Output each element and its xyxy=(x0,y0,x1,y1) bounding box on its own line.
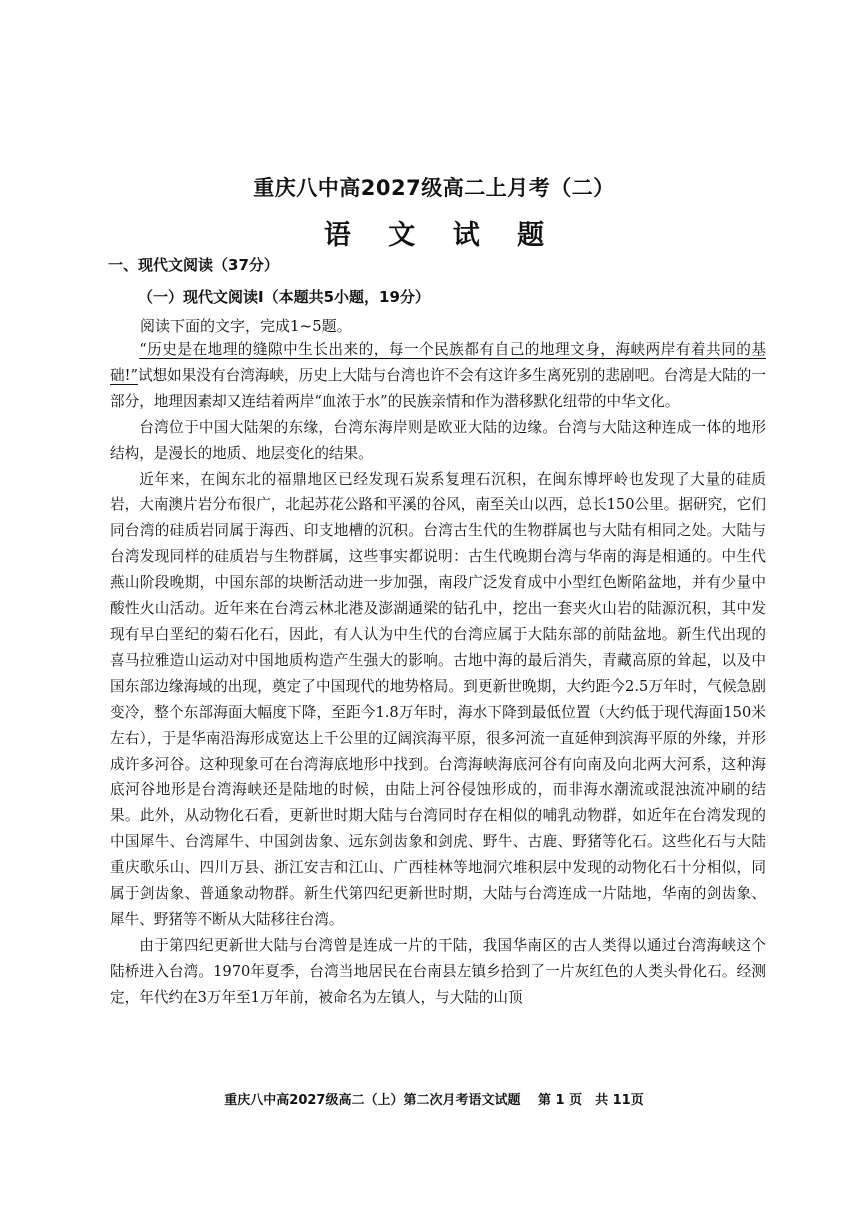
section-heading: 一、现代文阅读（37分） xyxy=(108,256,279,274)
paragraph-4: 由于第四纪更新世大陆与台湾曾是连成一片的干陆，我国华南区的古人类得以通过台湾海峡这个陆桥进入台湾。1970年夏季，台湾当地居民在台南县左镇乡拾到了一片灰红色的人类头骨化石。经测定，年代约在3万年至1万年前，被命名为左镇人，与大陆的山顶 xyxy=(110,936,766,1006)
page-footer: 重庆八中高2027级高二（上）第二次月考语文试题 第 1 页 共 11页 xyxy=(224,1093,644,1108)
sub-section-heading: （一）现代文阅读Ⅰ（本题共5小题，19分） xyxy=(138,288,430,306)
subject-title: 语 文 试 题 xyxy=(323,220,559,251)
reading-instruction: 阅读下面的文字，完成1~5题。 xyxy=(140,317,352,335)
paragraph-1-rest: 试想如果没有台湾海峡，历史上大陆与台湾也许不会有这许多生离死别的悲剧吧。台湾是大陆的一部分，地理因素却又连结着两岸“血浓于水”的民族亲情和作为潜移默化纽带的中华文化。 xyxy=(110,366,766,410)
underlined-quote: “历史是在地理的缝隙中生长出来的，每一个民族都有自己的地理文身，海峡两岸有着共同的基础!” xyxy=(110,341,766,384)
paragraph-2: 台湾位于中国大陆架的东缘，台湾东海岸则是欧亚大陆的边缘。台湾与大陆这种连成一体的地形结构，是漫长的地质、地层变化的结果。 xyxy=(110,418,766,462)
passage xyxy=(110,337,766,1011)
paragraph-3: 近年来，在闽东北的福鼎地区已经发现石炭系复理石沉积，在闽东博坪岭也发现了大量的硅质岩，大南澳片岩分布很广，北起苏花公路和平溪的谷风，南至关山以西，总长150公里。据研究，它们同台湾的硅质岩同属于海西、印支地槽的沉积。台湾古生代的生物群属也与大陆有相同之处。大陆与台湾发现同样的硅质岩与生物群属，这些事实都说明：古生代晚期台湾与华南的海是相通的。中生代燕山阶段晚期，中国东部的块断活动进一步加强，南段广泛发育成中小型红色断陷盆地，并有少量中酸性火山活动。近年来在台湾云林北港及澎湖通梁的钻孔中，挖出一套夹火山岩的陆源沉积，其中发现有早白垩纪的菊石化石，因此，有人认为中生代的台湾应属于大陆东部的前陆盆地。新生代出现的喜马拉雅造山运动对中国地质构造产生强大的影响。古地中海的最后消失，青藏高原的耸起，以及中国东部边缘海域的出现，奠定了中国现代的地势格局。到更新世晚期，大约距今2.5万年时，气候急剧变冷，整个东部海面大幅度下降，至距今1.8万年时，海水下降到最低位置（大约低于现代海面150米左右），于是华南沿海形成宽达上千公里的辽阔滨海平原，很多河流一直延伸到滨海平原的外缘，并形成许多河谷。这种现象可在台湾海底地形中找到。台湾海峡海底河谷有向南及向北两大河系，这种海底河谷地形是台湾海峡还是陆地的时候，由陆上河谷侵蚀形成的，而非海水潮流或混浊流冲刷的结果。此外，从动物化石看，更新世时期大陆与台湾同时存在相似的哺乳动物群，如近年在台湾发现的中国犀牛、台湾犀牛、中国剑齿象、远东剑齿象和剑虎、野牛、古鹿、野猪等化石。这些化石与大陆重庆歌乐山、四川万县、浙江安吉和江山、广西桂林等地洞穴堆积层中发现的动物化石十分相似，同属于剑齿象、普通象动物群。新生代第四纪更新世时期，大陆与台湾连成一片陆地，华南的剑齿象、犀牛、野猪等不断从大陆移往台湾。 xyxy=(110,470,766,928)
exam-title: 重庆八中高2027级高二上月考（二） xyxy=(253,176,615,200)
paragraph-1 xyxy=(110,337,766,415)
